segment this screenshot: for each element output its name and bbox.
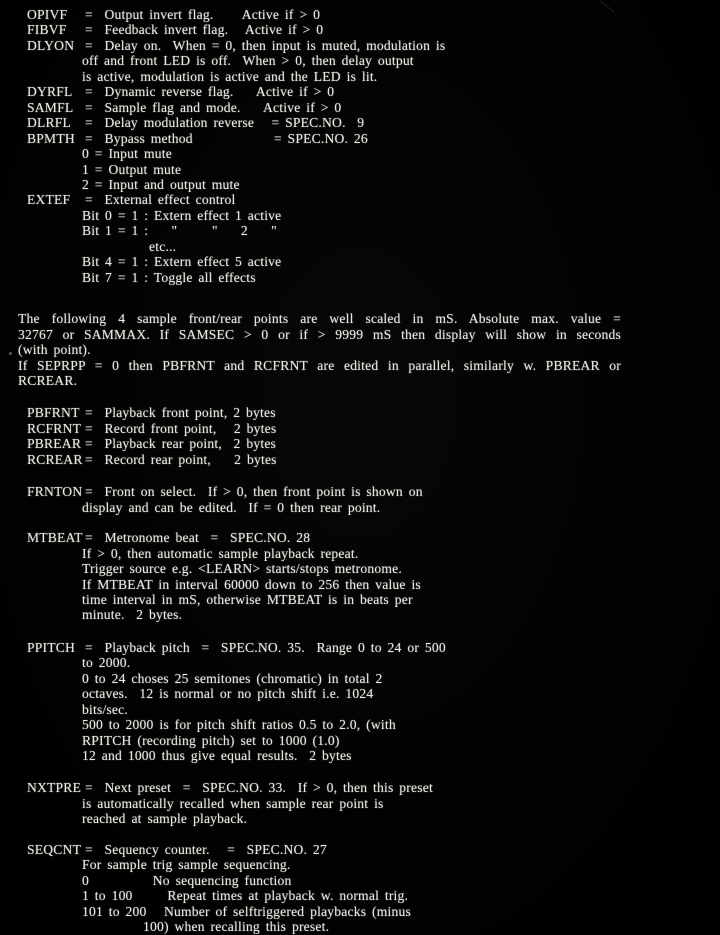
doc-line [27,546,720,561]
term-label: BPMTH [27,130,75,146]
entry-dlyon [27,38,720,53]
line-text: Bit 7 = 1 : Toggle all effects [82,269,256,285]
doc-line [18,373,621,388]
line-text: 100) when recalling this preset. [143,919,330,935]
line-text: 1 to 100 Repeat times at playback w. normal trig. [82,888,409,904]
line-gap [27,763,720,780]
doc-line [27,500,720,515]
line-gap [27,388,720,405]
doc-line [27,904,720,919]
doc-line [27,796,720,811]
doc-line [27,671,720,686]
line-text: = Record rear point, 2 bytes [85,451,277,467]
term-label: SEQCNT [27,841,82,857]
line-text: off and front LED is off. When > 0, then delay output [82,53,414,69]
entry-fibvf [27,22,720,37]
term-label: PBFRNT [27,405,80,421]
doc-line [18,358,621,373]
line-text: 0 No sequencing function [82,872,292,888]
line-text: Bit 1 = 1 : " " 2 " [82,223,277,239]
line-text: is active, modulation is active and the LED is lit. [82,68,378,84]
term-label: MTBEAT [27,530,83,546]
doc-line [27,162,720,177]
entry-extef [27,192,720,207]
line-text: display and can be edited. If = 0 then rear point. [82,499,381,515]
line-text: (with point). [18,342,91,358]
line-text: 500 to 2000 is for pitch shift ratios 0.5 to 2.0, (with [82,717,396,733]
entry-pbfrnt [27,405,720,420]
entry-rcrear [27,452,720,467]
line-text: Bit 4 = 1 : Extern effect 5 active [82,254,282,270]
line-text: to 2000. [82,655,131,671]
doc-line [27,69,720,84]
term-label: NXTPRE [27,780,82,796]
line-text: = External effect control [85,192,236,208]
line-text: = Sample flag and mode. Active if > 0 [85,99,342,115]
line-text: 32767 or SAMMAX. If SAMSEC > 0 or if > 9999 mS then display will show in seconds [18,326,621,342]
line-gap [27,285,720,311]
doc-line [27,577,720,592]
entry-dyrfl [27,84,720,99]
line-gap [27,623,720,640]
line-text: time interval in mS, otherwise MTBEAT is in beats per [82,591,413,607]
doc-lines [18,7,720,935]
doc-line [18,327,621,342]
line-text: = Metronome beat = SPEC.NO. 28 [85,530,311,546]
doc-line [27,177,720,192]
line-text: bits/sec. [82,701,128,717]
line-text: If MTBEAT in interval 60000 down to 256 then value is [82,576,421,592]
entry-samfl [27,100,720,115]
term-label: DYRFL [27,84,73,100]
doc-line [27,53,720,68]
line-text: If > 0, then automatic sample playback repeat. [82,545,359,561]
term-label: FRNTON [27,484,83,500]
line-text: RPITCH (recording pitch) set to 1000 (1.0) [82,732,340,748]
line-text: octaves. 12 is normal or no pitch shift i.e. 1024 [82,686,374,702]
line-gap [27,467,720,484]
line-text: = Next preset = SPEC.NO. 33. If > 0, then this preset [85,780,433,796]
doc-line [27,857,720,872]
doc-line [18,342,621,357]
doc-line [27,873,720,888]
term-label: PPITCH [27,639,76,655]
line-text: reached at sample playback. [82,811,248,827]
entry-bpmth [27,131,720,146]
line-text: 12 and 1000 thus give equal results. 2 bytes [82,748,352,764]
term-label: EXTEF [27,192,71,208]
entry-ppitch [27,640,720,655]
line-text: RCREAR. [18,372,78,388]
line-text: = Playback pitch = SPEC.NO. 35. Range 0 to 24 or 500 [85,639,446,655]
doc-line [27,733,720,748]
doc-line [27,717,720,732]
doc-line [27,702,720,717]
line-text: = Front on select. If > 0, then front point is shown on [85,484,423,500]
entry-seqcnt [27,842,720,857]
doc-line [27,811,720,826]
doc-line [27,607,720,622]
doc-line [27,748,720,763]
line-text: = Playback front point, 2 bytes [85,405,276,421]
doc-line [27,270,720,285]
line-text: = Playback rear point, 2 bytes [85,436,277,452]
line-text: = Feedback invert flag. Active if > 0 [85,22,324,38]
doc-line [27,254,720,269]
doc-line [27,561,720,576]
term-label: OPIVF [27,7,68,22]
doc-line [27,592,720,607]
doc-line [27,655,720,670]
line-text: 1 = Output mute [82,161,182,177]
line-text: = Delay on. When = 0, then input is muted, modulation is [85,37,446,53]
line-text: etc... [149,238,177,254]
line-text: 0 = Input mute [82,146,172,162]
entry-opivf [27,7,720,22]
line-text: The following 4 sample front/rear points are well scaled in mS. Absolute max. value = [18,311,621,327]
doc-line [27,919,720,934]
line-gap [27,515,720,530]
entry-dlrfl [27,115,720,130]
line-text: = Output invert flag. Active if > 0 [85,7,321,22]
line-text: = Bypass method = SPEC.NO. 26 [85,130,368,146]
entry-rcfrnt [27,421,720,436]
line-text: = Sequency counter. = SPEC.NO. 27 [85,841,327,857]
line-text: = Record front point, 2 bytes [85,420,277,436]
term-label: SAMFL [27,99,74,115]
doc-line [27,146,720,161]
line-text: 2 = Input and output mute [82,176,240,192]
scan-speck-artifact [9,352,12,355]
term-label: PBREAR [27,436,82,452]
doc-line [27,888,720,903]
line-text: Trigger source e.g. <LEARN> starts/stops metronome. [82,561,402,577]
line-text: For sample trig sample sequencing. [82,857,291,873]
term-label: RCREAR [27,451,83,467]
line-gap [27,827,720,842]
doc-line [27,223,720,238]
line-text: = Dynamic reverse flag. Active if > 0 [85,84,335,100]
line-text: If SEPRPP = 0 then PBFRNT and RCFRNT are edited in parallel, similarly w. PBREAR or [18,357,621,373]
term-label: FIBVF [27,22,67,38]
term-label: RCFRNT [27,420,82,436]
entry-mtbeat [27,530,720,545]
line-text: is automatically recalled when sample rear point is [82,795,384,811]
term-label: DLYON [27,37,75,53]
entry-nxtpre [27,780,720,795]
line-text: 101 to 200 Number of selftriggered playbacks (minus [82,903,412,919]
line-text: minute. 2 bytes. [82,607,183,623]
doc-line [27,239,720,254]
term-label: DLRFL [27,115,72,131]
doc-line [18,311,621,326]
line-text: Bit 0 = 1 : Extern effect 1 active [82,207,282,223]
entry-frnton [27,484,720,499]
entry-pbrear [27,436,720,451]
line-text: = Delay modulation reverse = SPEC.NO. 9 [85,115,365,131]
line-text: 0 to 24 choses 25 semitones (chromatic) in total 2 [82,670,383,686]
doc-line [27,208,720,223]
doc-line [27,686,720,701]
